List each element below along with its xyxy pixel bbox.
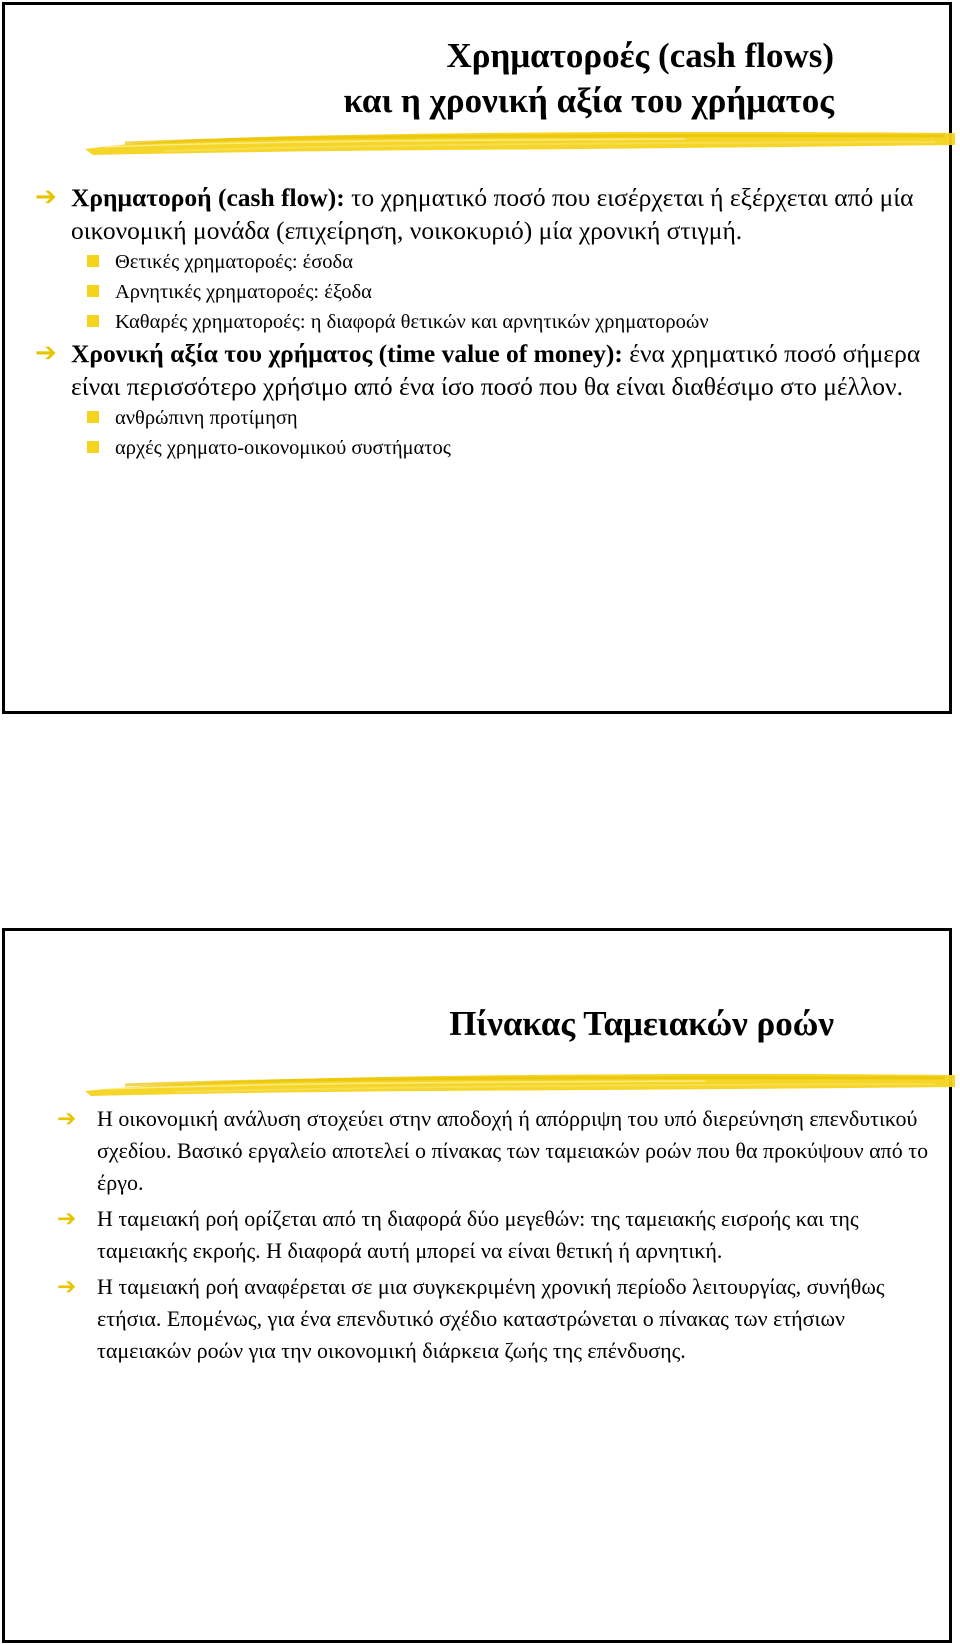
square-bullet-icon (87, 411, 99, 423)
arrow-bullet-icon: ➔ (57, 1106, 77, 1132)
list-item-time-value (35, 337, 929, 403)
sub-item (35, 247, 929, 277)
sub-item-label: ανθρώπινη προτίμηση (115, 407, 298, 429)
list-item (35, 1103, 929, 1199)
arrow-bullet-icon: ➔ (57, 1206, 77, 1232)
sub-item-label: Αρνητικές χρηματοροές: έξοδα (115, 281, 372, 303)
square-bullet-icon (87, 315, 99, 327)
square-bullet-icon (87, 255, 99, 267)
square-bullet-icon (87, 285, 99, 297)
slide-body (35, 1103, 929, 1371)
sub-item-label: Καθαρές χρηματοροές: η διαφορά θετικών και αρνητικών χρηματοροών (115, 311, 709, 333)
definition-time-value: ένα χρηματικό ποσό σήμερα είναι περισσότερο χρήσιμο από ένα ίσο ποσό που θα είναι διαθέσιμο στο μέλλον. (71, 339, 921, 401)
title-underline-brush (85, 1063, 955, 1099)
slide-cash-flow-table (2, 928, 952, 1643)
list-item (35, 1271, 929, 1367)
title-underline-brush (85, 123, 955, 159)
sub-item (35, 403, 929, 433)
slide-body (35, 181, 929, 463)
arrow-bullet-icon: ➔ (35, 182, 57, 212)
sub-list-cash-flow (35, 247, 929, 337)
square-bullet-icon (87, 441, 99, 453)
arrow-bullet-icon: ➔ (35, 338, 57, 368)
slide-title (344, 35, 835, 125)
sub-list-time-value (35, 403, 929, 463)
sub-item (35, 433, 929, 463)
sub-item (35, 307, 929, 337)
sub-item-label: Θετικές χρηματοροές: έσοδα (115, 251, 353, 273)
list-item-text: Η οικονομική ανάλυση στοχεύει στην αποδοχή ή απόρριψη του υπό διερεύνηση επενδυτικού σχεδίου. Βασικό εργαλείο αποτελεί ο πίνακας των ταμειακών ροών που θα προκύψουν από το έργο. (97, 1106, 929, 1195)
slide-cash-flows (2, 2, 952, 714)
sub-item-label: αρχές χρηματο-οικονομικού συστήματος (115, 437, 451, 459)
sub-item (35, 277, 929, 307)
slide-title: Πίνακας Ταμειακών ροών (449, 1004, 834, 1043)
term-time-value: Χρονική αξία του χρήματος (time value of money): (71, 339, 623, 368)
arrow-bullet-icon: ➔ (57, 1274, 77, 1300)
title-line-1: Χρηματοροές (cash flows) (446, 36, 834, 75)
term-cash-flow: Χρηματοροή (cash flow): (71, 183, 345, 212)
list-item-cash-flow (35, 181, 929, 247)
list-item (35, 1203, 929, 1267)
definition-cash-flow: το χρηματικό ποσό που εισέρχεται ή εξέρχεται από μία οικονομική μονάδα (επιχείρηση, νοικοκυριό) μία χρονική στιγμή. (71, 183, 914, 245)
list-item-text: Η ταμειακή ροή ορίζεται από τη διαφορά δύο μεγεθών: της ταμειακής εισροής και της ταμειακής εκροής. Η διαφορά αυτή μπορεί να είναι θετική ή αρνητική. (97, 1206, 859, 1263)
title-line-2: και η χρονική αξία του χρήματος (343, 81, 834, 120)
list-item-text: Η ταμειακή ροή αναφέρεται σε μια συγκεκριμένη χρονική περίοδο λειτουργίας, συνήθως ετήσια. Επομένως, για ένα επενδυτικό σχέδιο καταστρώνεται ο πίνακας των ετήσιων ταμειακών ροών για την οικονομική διάρκεια ζωής της επένδυσης. (97, 1274, 885, 1363)
